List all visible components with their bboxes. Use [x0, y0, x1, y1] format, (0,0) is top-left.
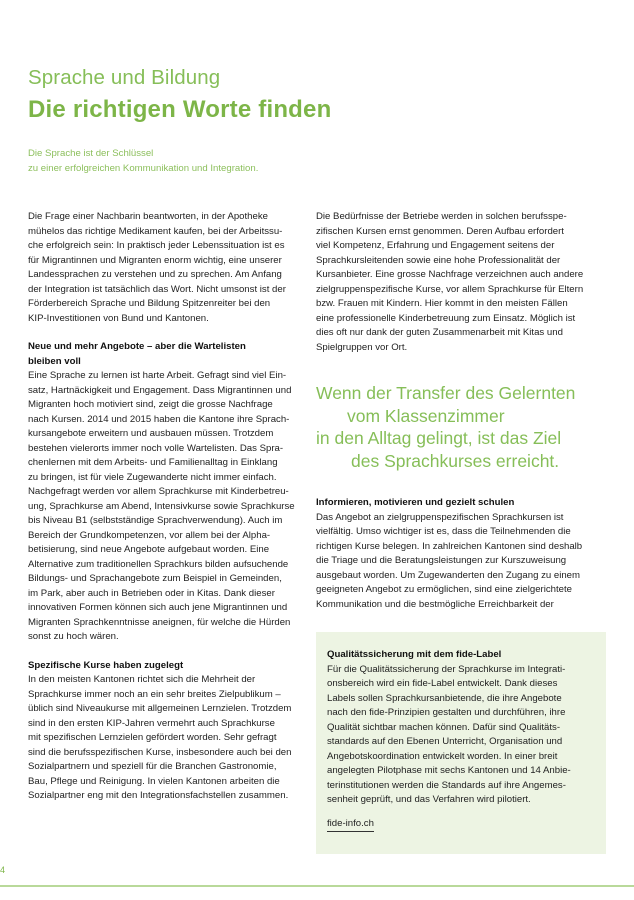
text-line: Bildungs- und Sprachangebote zum Beispiel in Gemeinden, [28, 573, 282, 584]
right-column-top [316, 210, 596, 355]
section-heading [316, 496, 596, 511]
text-line: sind die berufsspezifischen Kurse, insbesondere auch bei den [28, 746, 292, 758]
section-body [28, 369, 303, 645]
text-line: Sozialpartnern und speziell für die Branchen Gastronomie, [28, 761, 277, 772]
text-line: Nachgefragt werden vor allem Sprachkurse mit Kinderbetreu- [28, 486, 289, 497]
text-line: Landessprachen zu verstehen und zu sprechen. Am Anfang [28, 269, 282, 280]
text-line: ausgebaut worden. Um Zugewanderten den Zugang zu einem [316, 569, 580, 581]
info-box-heading: Qualitätssicherung mit dem fide-Label [327, 649, 502, 660]
text-line: KIP-Investitionen von Bund und Kantonen. [28, 312, 209, 324]
section-body [28, 673, 303, 804]
intro-paragraph [316, 210, 596, 355]
text-line: eine professionelle Kinderbetreuung zum Einsatz. Möglich ist [316, 312, 576, 324]
text-line: onsbereich wird ein fide-Label entwickelt. Dank dieses [327, 678, 558, 689]
text-line: zifischen Kursen ernst genommen. Deren Aufbau erfordert [316, 225, 564, 237]
section-body [316, 511, 596, 613]
heading-line: bleiben voll [28, 355, 81, 367]
bottom-rule [0, 885, 634, 887]
text-line: Kommunikation und die bestmögliche Erreichbarkeit der [316, 598, 554, 610]
text-line: angelegten Pilotphase mit sechs Kantonen und 14 Anbie- [327, 765, 571, 776]
info-box-content [327, 648, 571, 832]
text-line: ung, Sprachkurse am Abend, Intensivkurse sowie Sprachkurse [28, 500, 295, 512]
text-line: Migranten Sprachkenntnisse aneignen, für welche die Hürden [28, 616, 291, 628]
lead-line: Die Sprache ist der Schlüssel [28, 148, 154, 159]
text-line: terinstitutionen werden die Standards auf ihre Angemes- [327, 779, 566, 791]
text-line: chenlernen mit dem Arbeits- und Familienalltag in Einklang [28, 457, 278, 468]
text-line: Migranten hoch motiviert sind, zeigt die grosse Nachfrage [28, 399, 273, 410]
quote-line: des Sprachkurses erreicht. [351, 450, 560, 471]
section-heading [28, 659, 303, 674]
text-line: viel Kompetenz, Erfahrung und Engagement seitens der [316, 240, 555, 251]
text-line: bis Niveau B1 (selbstständige Sprachverwendung). Auch im [28, 515, 283, 526]
text-line: nach Kursen. 2014 und 2015 haben die Kantone ihre Sprach- [28, 413, 290, 425]
article-kicker: Sprache und Bildung [28, 66, 221, 89]
text-line: Angebotskoordination entwickelt worden. In einer breit [327, 750, 558, 762]
text-line: mühelos das richtige Medikament kaufen, bei der Arbeitssu- [28, 225, 283, 237]
text-line: nach den fide-Prinzipien gestalten und durchführen, ihre [327, 707, 566, 718]
lead-line: zu einer erfolgreichen Kommunikation und Integration. [28, 163, 259, 174]
article-title: Die richtigen Worte finden [28, 96, 332, 123]
heading-line: Informieren, motivieren und gezielt schulen [316, 497, 515, 508]
text-line: standards auf den Ebenen Unterricht, Organisation und [327, 736, 563, 747]
pull-quote [316, 382, 616, 472]
text-line: Sprachkurse immer noch an ein sehr breites Zielpublikum – [28, 688, 281, 700]
text-line: Eine Sprache zu lernen ist harte Arbeit. Gefragt sind viel Ein- [28, 370, 287, 381]
heading-line: Neue und mehr Angebote – aber die Wartelisten [28, 341, 246, 352]
text-line: Bereich der Grundkompetenzen, vor allem bei der Alpha- [28, 529, 271, 541]
heading-line: Spezifische Kurse haben zugelegt [28, 659, 184, 671]
text-line: Förderbereich Sprache und Bildung Spitzenreiter bei den [28, 298, 271, 309]
text-line: Alternative zum traditionellen Sprachkurs bilden aufsuchende [28, 558, 289, 570]
article-lead [28, 146, 258, 176]
right-column-bottom [316, 496, 596, 612]
text-line: satz, Hartnäckigkeit und Engagement. Dass Migrantinnen und [28, 384, 292, 396]
text-line: Qualität sichtbar machen können. Dafür sind Qualitäts- [327, 721, 561, 733]
fide-info-link[interactable]: fide-info.ch [327, 817, 374, 833]
text-line: Sozialpartner eng mit den Integrationsfachstellen zusammen. [28, 790, 289, 801]
text-line: dies oft nur dank der guten Zusammenarbeit mit Kitas und [316, 327, 563, 338]
text-line: In den meisten Kantonen richtet sich die Mehrheit der [28, 674, 256, 685]
text-line: che erfolgreich sein: In praktisch jeder Lebenssituation ist es [28, 240, 285, 251]
left-column [28, 210, 303, 804]
text-line: Für die Qualitätssicherung der Sprachkurse im Integrati- [327, 663, 566, 675]
text-line: innovativen Formen können sich auch jene Migrantinnen und [28, 602, 288, 613]
section-heading [28, 340, 303, 369]
text-line: im Park, aber auch in Betrieben oder in Kitas. Dank dieser [28, 587, 275, 599]
quote-line: Wenn der Transfer des Gelernten [316, 383, 576, 403]
text-line: kursangebote erweitern und ausbauen müssen. Trotzdem [28, 428, 274, 439]
info-box [316, 632, 606, 854]
text-line: bestehen vielerorts immer noch volle Wartelisten. Das Spra- [28, 442, 284, 454]
quote-line: in den Alltag gelingt, ist das Ziel [316, 428, 562, 448]
text-line: bzw. Frauen mit Kindern. Hier kommt in den meisten Fällen [316, 298, 568, 309]
text-line: Bau, Pflege und Reinigung. In vielen Kantonen arbeiten die [28, 775, 280, 787]
text-line: Das Angebot an zielgruppenspezifischen Sprachkursen ist [316, 511, 564, 523]
text-line: Sprachkursleitenden sowie eine hohe Professionalität der [316, 254, 561, 266]
text-line: der Integration ist tatsächlich das Wort. Nicht umsonst ist der [28, 283, 286, 295]
page-number: 4 [0, 865, 6, 875]
quote-line: vom Klassenzimmer [347, 405, 505, 426]
text-line: senheit geprüft, und das Verfahren wird pilotiert. [327, 794, 531, 805]
text-line: die Triage und die Beratungsleistungen zur Kurszuweisung [316, 555, 567, 566]
text-line: Labels sollen Sprachkursanbietende, die ihre Angebote [327, 692, 562, 704]
text-line: üblich sind Niveaukurse mit allgemeinen Lernzielen. Trotzdem [28, 703, 292, 714]
text-line: richtigen Kurse belegen. In zahlreichen Kantonen sind deshalb [316, 540, 583, 552]
text-line: vielfältig. Umso wichtiger ist es, dass die Teilnehmenden die [316, 526, 571, 537]
text-line: Spielgruppen vor Ort. [316, 341, 408, 353]
text-line: zielgruppenspezifische Kurse, vor allem Sprachkurse für Eltern [316, 283, 584, 295]
text-line: zu bringen, ist für viele Zugewanderte nicht immer einfach. [28, 471, 277, 483]
text-line: geeigneten Angebot zu ermöglichen, sind eine zielgerichtete [316, 584, 573, 595]
text-line: betisierung, sind neue Angebote aufgebaut worden. Eine [28, 544, 270, 555]
intro-paragraph [28, 210, 303, 326]
text-line: Kursanbieter. Eine grosse Nachfrage verzeichnen auch andere [316, 269, 584, 280]
text-line: Die Bedürfnisse der Betriebe werden in solchen berufsspe- [316, 211, 567, 222]
text-line: für Migrantinnen und Migranten enorm wichtig, eine unserer [28, 254, 282, 266]
text-line: sonst zu hoch wären. [28, 631, 119, 642]
text-line: mit spezifischen Lernzielen gefördert worden. Sehr gefragt [28, 732, 277, 743]
text-line: Die Frage einer Nachbarin beantworten, in der Apotheke [28, 211, 268, 222]
text-line: sind in den ersten KIP-Jahren vermehrt auch Sprachkurse [28, 717, 275, 729]
